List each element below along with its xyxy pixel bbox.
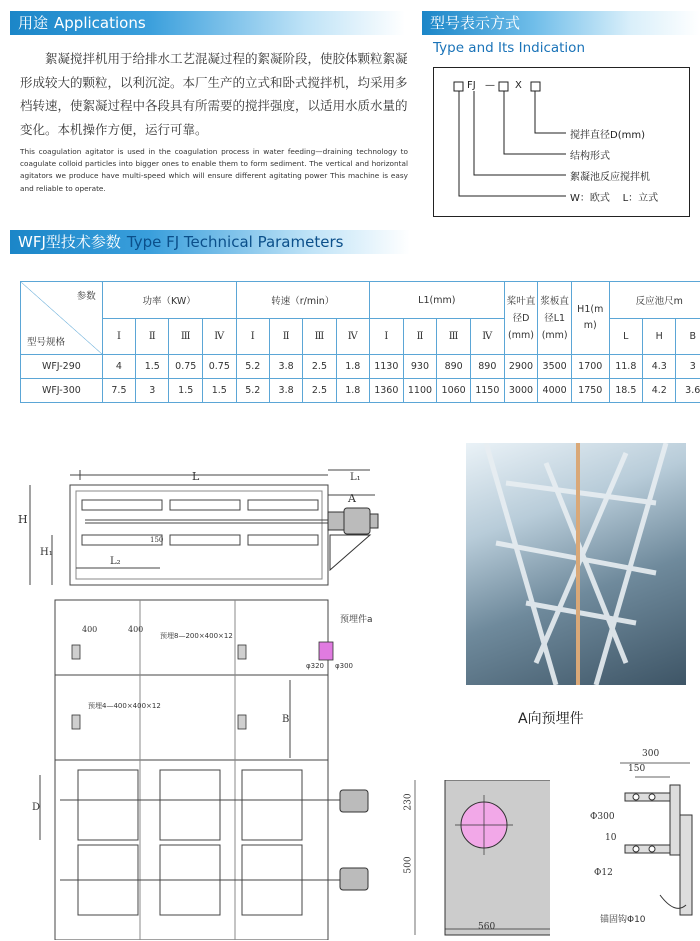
header-l1: L1(mm): [369, 282, 504, 319]
cell: 0.75: [203, 355, 237, 379]
header-board-diameter: 浆板直径L1(mm): [538, 282, 572, 355]
cell: 1750: [571, 379, 609, 403]
photo-structure: [466, 443, 686, 685]
speed-ii: Ⅱ: [269, 319, 302, 355]
cell: 1.8: [336, 379, 369, 403]
label-embed-a: 预埋件a: [340, 615, 373, 625]
dim-400-b: 400: [128, 625, 144, 634]
power-iv: Ⅳ: [203, 319, 237, 355]
motor-elevation: [328, 508, 378, 534]
dim-L: L: [192, 470, 200, 483]
cell: 890: [437, 355, 471, 379]
cell: 3.8: [269, 355, 302, 379]
header-blade-diameter: 桨叶直径D(mm): [504, 282, 538, 355]
header-model: 型号规格: [27, 337, 66, 348]
cell: 7.5: [102, 379, 135, 403]
cell: 890: [470, 355, 504, 379]
motor-plan: [340, 790, 368, 890]
cell: 930: [403, 355, 437, 379]
applications-description-en: This coagulation agitator is used in the coagulation process in water feeding—draining technology to coagulate colloid particles into bigger ones to enable them to form sediment. The vertical and horizontal agitators we produce have multi-speed which will ensure different agitating power This machine is easy and reliable to operate.: [20, 147, 408, 193]
cell: 2.5: [303, 355, 336, 379]
cell: 1.8: [336, 355, 369, 379]
params-header: [10, 230, 410, 254]
dim-H1: H₁: [40, 547, 53, 558]
cell: 3000: [504, 379, 538, 403]
label-phi320: φ320: [306, 662, 324, 670]
cell: 1360: [369, 379, 403, 403]
l1-ii: Ⅱ: [403, 319, 437, 355]
table-row: [21, 379, 700, 403]
label-embed-1: 预埋8—200×400×12: [160, 632, 233, 640]
indication-title-cn: 型号表示方式: [430, 14, 521, 32]
applications-header: [10, 11, 405, 35]
adetail-title: A向预埋件: [518, 711, 584, 727]
cell-model: WFJ-300: [21, 379, 103, 403]
code-box-1: [454, 82, 463, 91]
dim-400-a: 400: [82, 625, 98, 634]
cell: 5.2: [236, 355, 269, 379]
cell: 1150: [470, 379, 504, 403]
indication-item-type: W：欧式 L：立式: [570, 193, 659, 204]
cell: 3.6: [676, 379, 700, 403]
cell: 1.5: [203, 379, 237, 403]
cell: 3: [676, 355, 700, 379]
l1-iii: Ⅲ: [437, 319, 471, 355]
code-x: X: [515, 80, 522, 91]
adetail-dim-300: 300: [642, 749, 660, 759]
adetail-phi12: Φ12: [594, 868, 613, 878]
cell: 2900: [504, 355, 538, 379]
adetail-dim-500: 500: [403, 856, 414, 874]
speed-iii: Ⅲ: [303, 319, 336, 355]
params-title-en: Type FJ Technical Parameters: [126, 233, 344, 251]
cell: 1.5: [169, 379, 203, 403]
cell: 0.75: [169, 355, 203, 379]
header-speed: 转速（r/min）: [236, 282, 369, 319]
cell: 4.2: [643, 379, 676, 403]
cell: 2.5: [303, 379, 336, 403]
agitator-drawing: [10, 460, 410, 940]
adetail-dim-10: 10: [605, 833, 617, 843]
dim-A: A: [348, 492, 356, 505]
embed-plates: [72, 642, 333, 729]
header-pool: 反应池尺m: [609, 282, 700, 319]
power-iii: Ⅲ: [169, 319, 203, 355]
adetail-anchor: 锚固钩Φ10: [600, 915, 646, 925]
cell: 4: [102, 355, 135, 379]
dim-150: 150: [150, 536, 164, 544]
cell: 11.8: [609, 355, 643, 379]
indication-title-en: Type and Its Indication: [433, 40, 586, 56]
l1-iv: Ⅳ: [470, 319, 504, 355]
indication-header: [422, 11, 700, 35]
cell: 1700: [571, 355, 609, 379]
pool-l: L: [609, 319, 643, 355]
pool-h: H: [643, 319, 676, 355]
code-box-2: [499, 82, 508, 91]
label-embed-2: 预埋4—400×400×12: [88, 702, 161, 710]
cell: 1060: [437, 379, 471, 403]
bracket: [330, 535, 370, 570]
adetail-phi300: Φ300: [590, 812, 615, 822]
speed-iv: Ⅳ: [336, 319, 369, 355]
table-corner-cell: [21, 282, 103, 355]
power-ii: Ⅱ: [136, 319, 169, 355]
dim-L1: L₁: [350, 472, 361, 483]
params-title-cn: WFJ型技术参数: [18, 233, 121, 251]
code-box-3: [531, 82, 540, 91]
plan-view: [40, 600, 355, 940]
cell: 18.5: [609, 379, 643, 403]
power-i: Ⅰ: [102, 319, 135, 355]
dim-L2: L₂: [110, 556, 121, 567]
applications-title-en: Applications: [54, 14, 146, 32]
agitator-photo: [466, 443, 686, 685]
applications-description-cn: 絮凝搅拌机用于给排水工艺混凝过程的絮凝阶段，使胶体颗粒絮凝形成较大的颗粒，以利沉淀。本厂生产的立式和卧式搅拌机，均采用多档转速，使絮凝过程中各段具有所需要的搅拌强度，以适用水质水量的变化。本机操作方便，运行可靠。: [20, 51, 408, 137]
label-phi300: φ300: [335, 662, 353, 670]
dim-D: D: [32, 802, 41, 813]
cell: 1100: [403, 379, 437, 403]
cell: 4000: [538, 379, 572, 403]
adetail-dim-230: 230: [403, 793, 414, 811]
applications-title-cn: 用途: [18, 14, 49, 32]
dim-B: B: [282, 714, 290, 725]
cell: 1.5: [136, 355, 169, 379]
adetail-dim-560: 560: [478, 922, 496, 932]
indication-item-diameter: 搅拌直径D(mm): [570, 130, 645, 141]
header-power: 功率（KW）: [102, 282, 236, 319]
speed-i: Ⅰ: [236, 319, 269, 355]
indication-box: [433, 67, 690, 217]
pool-b: B: [676, 319, 700, 355]
cell: 3: [136, 379, 169, 403]
table-row: [21, 355, 700, 379]
indication-item-structure: 结构形式: [570, 151, 610, 162]
cell: 5.2: [236, 379, 269, 403]
cell: 3.8: [269, 379, 302, 403]
indication-item-machine: 絮凝池反应搅拌机: [570, 172, 650, 183]
cell: 1130: [369, 355, 403, 379]
code-dash: —: [485, 80, 495, 91]
adetail-dim-150: 150: [628, 764, 646, 774]
spec-table: [20, 281, 700, 403]
cell-model: WFJ-290: [21, 355, 103, 379]
cell: 3500: [538, 355, 572, 379]
adetail-front-view: [400, 780, 550, 940]
header-param: 参数: [76, 291, 96, 302]
l1-i: Ⅰ: [369, 319, 403, 355]
elevation-view: [30, 470, 375, 585]
adetail-section-view: [600, 755, 700, 935]
code-fj: FJ: [467, 80, 476, 91]
header-h1: H1(mm): [571, 282, 609, 355]
cell: 4.3: [643, 355, 676, 379]
dim-H: H: [18, 513, 28, 526]
